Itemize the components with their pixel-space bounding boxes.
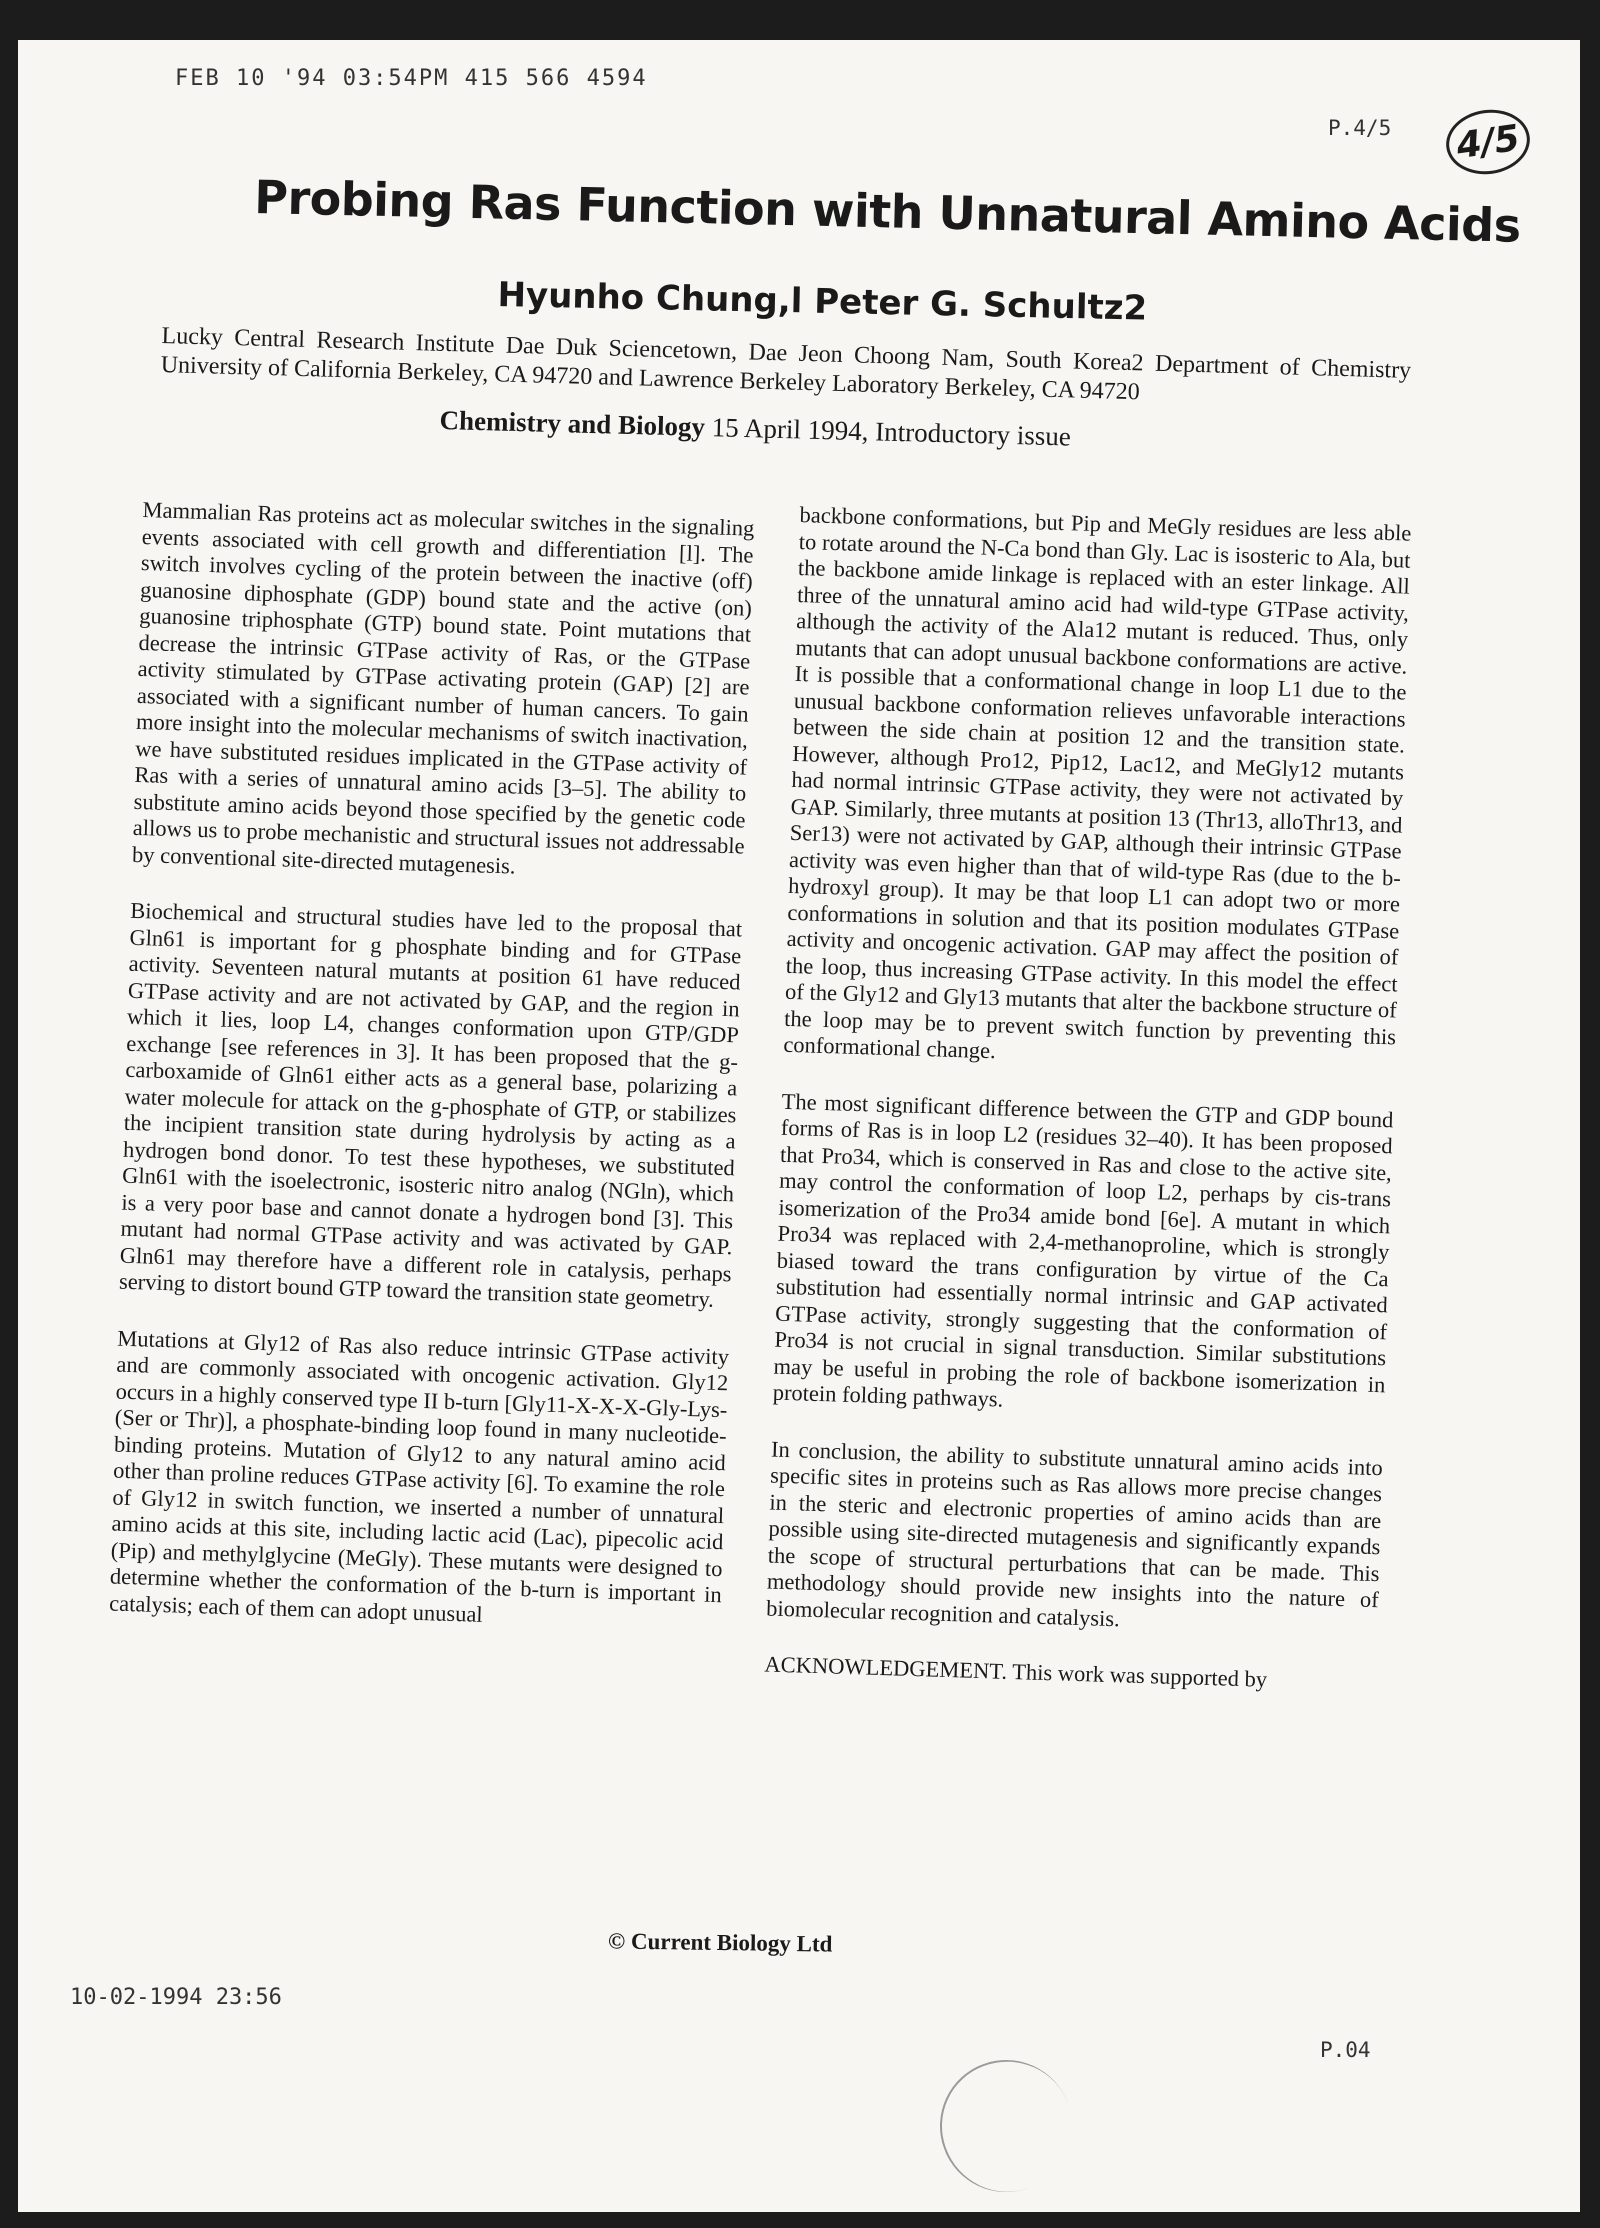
fax-date-stamp: 10-02-1994 23:56: [70, 1985, 282, 2010]
paragraph-backbone: backbone conformations, but Pip and MeGly residues are less able to rotate around the N-Ca bond than Gly. Lac is isosteric to Ala, but the backbone amide linkage is replaced with an ester linkage. All three of the unnatural amino acid had wild-type GTPase activity, although the activity of the Ala12 mutant is reduced. Thus, only mutants that can adopt unusual backbone conformations are active. It is possible that a conformational change in loop L1 due to the unusual backbone conformation relieves unfavorable interactions between the side chain at position 12 and the transition state. However, although Pro12, Pip12, Lac12, and MeGly12 mutants had normal intrinsic GTPase activity, they were not activated by GAP. Similarly, three mutants at position 13 (Thr13, alloThr13, and Ser13) were not activated by GAP, although their intrinsic GTPase activity was even higher than that of wild-type Ras (due to the b-hydroxyl group). It may be that loop L1 can adopt two or more conformations in solution and that its position modulates GTPase activity and oncogenic activation. GAP may affect the position of the loop, thus increasing GTPase activity. In this model the effect of the Gly12 and Gly13 mutants that alter the backbone structure of the loop may be to prevent switch function by preventing this conformational change.: [783, 502, 1412, 1064]
acknowledgement: ACKNOWLEDGEMENT. This work was supported by: [764, 1651, 1268, 1692]
fax-page-number: P.04: [1320, 2038, 1371, 2062]
right-column: [763, 502, 1412, 1727]
fax-header: FEB 10 '94 03:54PM 415 566 4594: [175, 66, 648, 91]
paragraph-pro34: The most significant difference between the GTP and GDP bound forms of Ras is in loop L2 (residues 32–40). It has been proposed that Pro34, which is conserved in Ras and close to the active site, may control the conformation of loop L2, perhaps by cis-trans isomerization of the Pro34 amide bond [6e]. A mutant in which Pro34 was replaced with 2,4-methanoproline, which is strongly biased toward the trans configuration by virtue of the Ca substitution had essentially normal intrinsic and GAP activated GTPase activity, strongly suggesting that the conformation of Pro34 is not crucial in signal transduction. Similar substitutions may be useful in probing the role of backbone isomerization in protein folding pathways.: [772, 1088, 1394, 1412]
paragraph-intro: Mammalian Ras proteins act as molecular switches in the signaling events associated with cell growth and differentiation [l]. The switch involves cycling of the protein between the inactive (off) guanosine diphosphate (GDP) bound state and the active (on) guanosine triphosphate (GTP) bound state. Point mutations that decrease the intrinsic GTPase activity of Ras, or the GTPase activity stimulated by GTPase activating protein (GAP) [2] are associated with a significant number of human cancers. To gain more insight into the molecular mechanisms of switch inactivation, we have substituted residues implicated in the GTPase activity of Ras with a series of unnatural amino acids [3–5]. The ability to substitute amino acids beyond those specified by the genetic code allows us to probe mechanistic and structural issues not addressable by conventional site-directed mutagenesis.: [131, 497, 755, 879]
article-authors: Hyunho Chung,l Peter G. Schultz2: [497, 275, 1148, 329]
fax-page-indicator: P.4/5: [1328, 116, 1392, 140]
journal-issue: 15 April 1994, Introductory issue: [704, 411, 1072, 452]
paragraph-conclusion: In conclusion, the ability to substitute unnatural amino acids into specific sites in proteins such as Ras allows more precise changes in the steric and electronic properties of amino acids than are possible using site-directed mutagenesis and significantly expands the scope of structural perturbations that can be made. This methodology should provide new insights into the nature of biomolecular recognition and catalysis.: [765, 1436, 1384, 1631]
article-title: Probing Ras Function with Unnatural Amino Acids: [253, 170, 1522, 253]
article-affiliation: Lucky Central Research Institute Dae Duk Sciencetown, Dae Jeon Choong Nam, South Korea2 Department of Chemistry University of California Berkeley, CA 94720 and Lawrence Berkeley Laboratory Berkeley, CA 94720: [160, 322, 1412, 406]
paragraph-gln61: Biochemical and structural studies have led to the proposal that Gln61 is important for g phosphate binding and for GTPase activity. Seventeen natural mutants at position 61 have reduced GTPase activity and are not activated by GAP, and the region in which it lies, loop L4, changes conformation upon GTP/GDP exchange [see references in 3]. It has been proposed that the g-carboxamide of Gln61 either acts as a general base, polarizing a water molecule for attack on the g-phosphate of GTP, or stabilizes the incipient transition state during hydrolysis by acting as a hydrogen bond donor. To test these hypotheses, we substituted Gln61 with the isoelectronic, isosteric nitro analog (NGln), which is a very poor base and cannot donate a hydrogen bond [3]. This mutant had normal GTPase activity and was activated by GAP. Gln61 may therefore have a different role in catalysis, perhaps serving to distort bound GTP toward the transition state geometry.: [118, 897, 743, 1312]
handwritten-page-mark: 4/5: [1442, 104, 1534, 179]
journal-name: Chemistry and Biology: [439, 405, 706, 442]
copyright-line: © Current Biology Ltd: [607, 1928, 833, 1957]
left-column: [108, 497, 755, 1665]
paragraph-gly12: Mutations at Gly12 of Ras also reduce intrinsic GTPase activity and are commonly associated with oncogenic activation. Gly12 occurs in a highly conserved type II b-turn [Gly11-X-X-X-Gly-Lys-(Ser or Thr)], a phosphate-binding loop found in many nucleotide-binding proteins. Mutation of Gly12 to any natural amino acid other than proline reduces GTPase activity [6]. To examine the role of Gly12 in switch function, we inserted a number of unnatural amino acids at this site, including lactic acid (Lac), pipecolic acid (Pip) and methylglycine (MeGly). These mutants were designed to determine whether the conformation of the b-turn is important in catalysis; each of them can adopt unusual: [108, 1325, 730, 1627]
